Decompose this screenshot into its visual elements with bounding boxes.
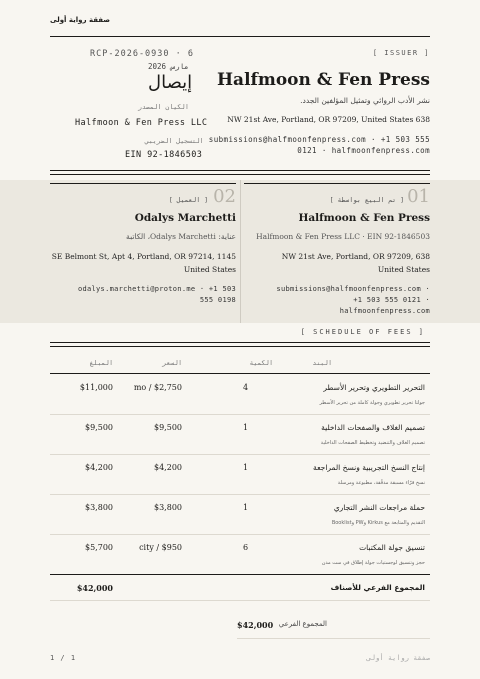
fee-row-5-amount: $5,700 [85, 543, 113, 552]
client-rule [50, 183, 236, 184]
client-address [46, 250, 236, 276]
issuer-contact: submissions@halfmoonfenpress.com · +1 503 555 0121 · halfmoonfenpress.com [208, 135, 430, 155]
column-header-rate: السعر [162, 359, 182, 367]
subtotal-label: المجموع الفرعي [278, 620, 327, 628]
fee-row-5-qty: 6 [243, 543, 249, 552]
fee-row-4-desc: التقديم والمتابعة مع Kirkus وPW وBooklist [331, 520, 425, 526]
seller-contact-line-2: +1 503 555 0121 · [353, 295, 430, 304]
fee-row-5-title: تنسيق جولة المكتبات [359, 543, 425, 552]
subtotal-divider [50, 600, 430, 601]
fee-row-2-rate: $9,500 [154, 423, 182, 432]
seller-contact [277, 284, 431, 317]
summary-divider [237, 638, 430, 639]
fee-row-divider [50, 534, 430, 535]
seller-address-line-2: United States [377, 265, 430, 275]
footer-label: صفقة رواية أولى [366, 654, 430, 662]
tax-label: التسجيل الضريبي [145, 137, 204, 145]
receipt-date: مارس 2026 [148, 62, 189, 71]
fee-row-3-title: إنتاج النسخ التجريبية ونسخ المراجعة [313, 463, 425, 472]
fee-row-divider [50, 454, 430, 455]
client-number: 02 [213, 186, 236, 207]
table-header-rule [50, 373, 430, 374]
fee-row-4-qty: 1 [243, 503, 249, 512]
seller-rule [244, 183, 430, 184]
fee-row-3-qty: 1 [243, 463, 249, 472]
items-subtotal-label: المجموع الفرعي للأصناف [330, 583, 425, 592]
fee-row-3-desc: نسخ قرّاء مسبقة مدقّقة، مطبوعة ومرسلة [337, 480, 425, 486]
header-rule-2 [50, 174, 430, 175]
fee-row-2-desc: تصميم الغلاف والتنضيد وتخطيط الصفحات الداخلية [320, 440, 425, 446]
client-tag: [ العميل ] [168, 196, 208, 204]
column-header-amount: المبلغ [89, 359, 113, 367]
fees-rule-2 [50, 346, 430, 347]
receipt-number: RCP-2026-0930 · 6 [90, 49, 194, 59]
header-rule-1 [50, 170, 430, 171]
fee-row-divider [50, 494, 430, 495]
column-header-qty: الكمية [249, 359, 273, 367]
fee-row-2-qty: 1 [243, 423, 249, 432]
fee-row-2-amount: $9,500 [85, 423, 113, 432]
issuer-tag: [ ISSUER ] [372, 49, 430, 57]
fee-row-1-rate: mo / $2,750 [133, 383, 182, 392]
fee-row-3-rate: $4,200 [154, 463, 182, 472]
fee-row-divider [50, 414, 430, 415]
seller-meta: Halfmoon & Fen Press LLC · EIN 92-1846503 [256, 232, 430, 241]
fees-rule-1 [50, 342, 430, 343]
seller-contact-line-3: halfmoonfenpress.com [339, 306, 430, 315]
fee-row-1-title: التحرير التطويري وتحرير الأسطر [323, 383, 425, 392]
issuer-tagline: نشر الأدب الروائي وتمثيل المؤلفين الجدد. [300, 96, 430, 105]
fee-row-1-qty: 4 [243, 383, 249, 392]
issuer-address: NW 21st Ave, Portland, OR 97209, United States 638 [227, 115, 430, 124]
entity-name: Halfmoon & Fen Press LLC [75, 118, 208, 128]
items-subtotal-value: $42,000 [76, 583, 113, 593]
fee-row-4-rate: $3,800 [154, 503, 182, 512]
seller-address-line-1: NW 21st Ave, Portland, OR 97209, 638 [281, 252, 430, 261]
subtotal-value: $42,000 [237, 620, 274, 630]
document-top-label: صفقة رواية أولى [50, 16, 111, 24]
client-address-line-1: SE Belmont St, Apt 4, Portland, OR 97214, 1145 [51, 252, 236, 261]
top-rule [50, 36, 430, 37]
fee-row-5-desc: حجز وتنسيق لوجستيات جولة إطلاق في ست مدن [321, 560, 425, 566]
seller-address [282, 250, 430, 276]
client-name: Odalys Marchetti [134, 212, 236, 224]
client-contact-line-2: 555 0198 [199, 295, 236, 304]
parties-divider [240, 180, 241, 323]
fee-row-3-amount: $4,200 [85, 463, 113, 472]
receipt-title: إيصال [148, 72, 193, 93]
client-meta: عناية: Odalys Marchetti، الكاتبة [126, 232, 236, 241]
fees-section-tag: [ SCHEDULE OF FEES ] [300, 328, 425, 336]
seller-contact-line-1: submissions@halfmoonfenpress.com · [276, 285, 430, 293]
subtotal-rule [50, 574, 430, 575]
issuer-name: Halfmoon & Fen Press [217, 70, 430, 90]
seller-tag: [ تم البيع بواسطة ] [329, 196, 404, 204]
column-header-item: البند [312, 359, 332, 367]
client-contact-line-1: odalys.marchetti@proton.me · +1 503 [77, 285, 236, 293]
client-contact [78, 284, 236, 306]
fee-row-2-title: تصميم الغلاف والصفحات الداخلية [321, 423, 425, 432]
fee-row-4-amount: $3,800 [85, 503, 113, 512]
seller-number: 01 [407, 186, 430, 207]
fee-row-5-rate: city / $950 [139, 543, 182, 552]
entity-label: الكيان المصدر [138, 103, 189, 111]
fee-row-4-title: حملة مراجعات النشر التجاري [333, 503, 425, 512]
fee-row-1-amount: $11,000 [79, 383, 113, 392]
seller-name: Halfmoon & Fen Press [298, 212, 430, 224]
page-number: 1 / 1 [50, 654, 77, 662]
fee-row-1-desc: جولتا تحرير تطويري وجولة كاملة من تحرير الأسطر [319, 400, 425, 406]
tax-id: EIN 92-1846503 [125, 150, 203, 160]
client-address-line-2: United States [183, 265, 236, 275]
